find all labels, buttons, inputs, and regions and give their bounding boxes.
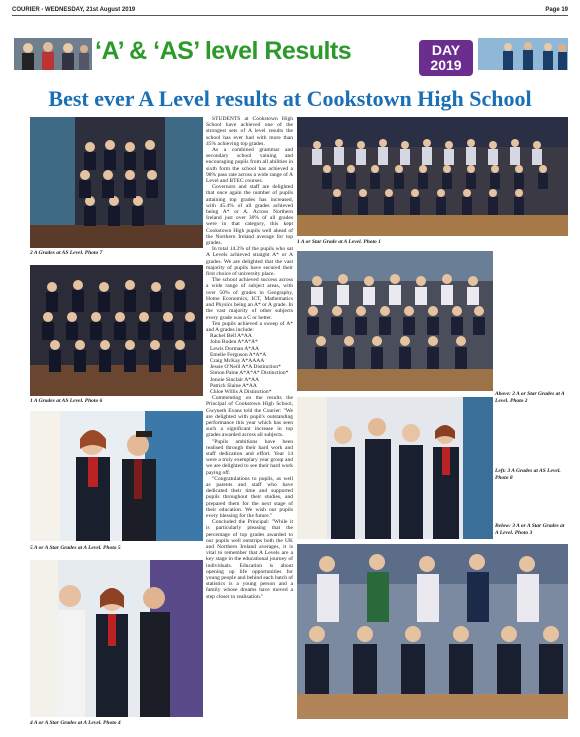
student-result: John Boden A*A*A* bbox=[210, 339, 258, 346]
photo-4 bbox=[30, 560, 203, 717]
caption-photo-2: Above: 2 A or Star Grades at A Level. Photo 2 bbox=[495, 391, 565, 404]
caption-photo-3: Below: 3 A or A Star Grades at A Level. Photo 3 bbox=[495, 523, 565, 536]
student-result: Jessie O'Neill A*A Distinction* bbox=[210, 364, 281, 371]
headline: Best ever A Level results at Cookstown High School bbox=[48, 86, 532, 111]
group-photo-graphic bbox=[30, 265, 203, 396]
banner-photo-left bbox=[14, 38, 92, 70]
day-badge-line1: DAY bbox=[431, 42, 461, 58]
day-badge bbox=[419, 40, 473, 76]
article-paragraph: Ten pupils achieved a sweep of A* and A grades include: bbox=[206, 320, 293, 333]
caption-photo-5: 5 A or A Star Grades at A Level. Photo 5 bbox=[30, 545, 121, 551]
banner-title: ‘A’ & ‘AS’ level Results bbox=[95, 37, 352, 65]
student-result: Lewis Dorman A*AA bbox=[210, 345, 259, 352]
article-paragraph: Commenting on the results the Principal of Cookstown High School, Gwyneth Evans told the Courier: "We are delighted with pupil's outstanding performance this year which has seen such a significant increase in top grades awarded across all subjects. bbox=[206, 395, 293, 439]
photo-2 bbox=[297, 251, 493, 391]
banner-celebration-graphic bbox=[478, 38, 568, 70]
article-paragraph: Governors and staff are delighted that once again the number of pupils attaining top grades has increased, with 45.4% of all grades achieved being A* or A. Across Northern Ireland just over 30% of all grades were in that category, this kept Cookstown High pupils well ahead of the Northern Ireland average for top grades. bbox=[206, 184, 293, 247]
page-number: Page 19 bbox=[545, 7, 568, 13]
photo-6 bbox=[30, 265, 203, 396]
article-paragraph: STUDENTS at Cookstown High School have achieved one of the strongest sets of A level results the school has ever had with more than 45% achieving top grades. bbox=[206, 116, 293, 147]
caption-photo-1: 1 A or Star Grade at A Level. Photo 1 bbox=[297, 239, 381, 245]
caption-photo-4: 4 A or A Star Grades at A Level. Photo 4 bbox=[30, 720, 121, 726]
student-result: Emelie Ferguson A*A*A bbox=[210, 351, 267, 358]
group-photo-graphic bbox=[297, 251, 493, 391]
banner-photo-right bbox=[478, 38, 568, 70]
student-result: Simon Paine A*A*A* Distinction* bbox=[210, 370, 289, 377]
group-photo-graphic bbox=[297, 397, 493, 539]
article-body bbox=[206, 116, 293, 722]
student-result: Rachel Bell A*AA bbox=[210, 333, 252, 340]
header-date: COURIER - WEDNESDAY, 21st August 2019 bbox=[12, 7, 136, 13]
student-result: Chloe Willis A Distinction* bbox=[210, 388, 272, 395]
article-paragraph: The school achieved success across a wide range of subject areas, with over 50% of grades in Geography, Home Economics, ICT, Mathematics and Physics being an A* or A grade. In the vast majority of other subjects every grade was a C or better. bbox=[206, 277, 293, 321]
group-photo-graphic bbox=[297, 117, 568, 236]
day-badge-year: 2019 bbox=[430, 57, 462, 73]
article-paragraph: Concluded the Principal: "While it is particularly pleasing that the percentage of top grades awarded to our pupils well outstrips both the UK and Northern Ireland averages, it is vital to remember that A Levels are a key stage in the educational journey of individuals. Education is about opening up life opportunities for young people and behind each batch of statistics is a young person and a family whose dreams have moved a step closer to realisation." bbox=[206, 519, 293, 600]
principal-and-pupil-graphic bbox=[30, 411, 203, 541]
student-result: Craig McKay A*AAAA bbox=[210, 357, 265, 364]
photo-3 bbox=[297, 544, 568, 719]
article-paragraph: As a combined grammar and secondary school valuing and encouraging pupils from all abilities in sixth form the school has achieved a 98% pass rate across a wide range of A Level and BTEC courses. bbox=[206, 147, 293, 185]
caption-photo-6: 1 A Grades at AS Level. Photo 6 bbox=[30, 398, 103, 404]
photo-8 bbox=[297, 397, 493, 539]
student-result: Jonnie Sinclair A*AA bbox=[210, 376, 259, 383]
photo-5 bbox=[30, 411, 203, 541]
caption-photo-8: Left: 3 A Grades at AS Level. Photo 8 bbox=[495, 468, 561, 481]
banner-people-graphic bbox=[14, 38, 92, 70]
article-paragraph: "Congratulations to pupils, as well as parents and staff who have dedicated their time and supported pupils throughout their studies, and prepared them for the next stage of their education. We wish our pupils every blessing for the future." bbox=[206, 475, 293, 519]
caption-photo-7: 2 A Grades at AS Level. Photo 7 bbox=[30, 250, 103, 256]
header-rule bbox=[12, 15, 568, 16]
principal-and-pupils-graphic bbox=[30, 560, 203, 717]
photo-7 bbox=[30, 117, 203, 248]
article-paragraph: In total 14.2% of the pupils who sat A Levels achieved straight A* or A grades. We are delighted that the vast majority of pupils have secured their first choice of university place. bbox=[206, 246, 293, 278]
group-photo-graphic bbox=[30, 117, 203, 248]
group-photo-graphic bbox=[297, 544, 568, 719]
article-paragraph: "Pupils ambitions have been realised through their hard work and staff dedication and effort. Year 14 were a truly exemplary year group and we are delighted to see their hard work paying off. bbox=[206, 438, 293, 476]
photo-1 bbox=[297, 117, 568, 236]
student-result: Patrick Slaine A*AA bbox=[210, 382, 257, 389]
